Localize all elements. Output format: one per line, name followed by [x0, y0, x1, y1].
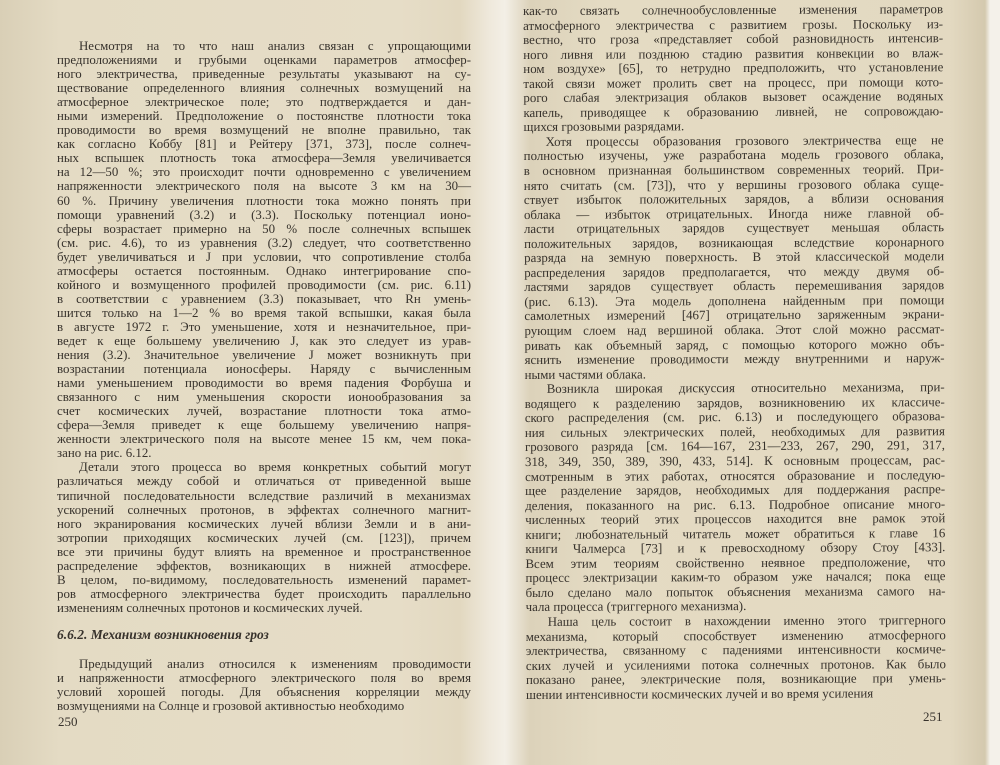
text-line: водящего к разделению зарядов, возникновению их классиче- [524, 394, 945, 411]
right-page-body [523, 2, 946, 702]
text-line: ществование определенного влияния солнечных возмущений на [57, 81, 471, 96]
text-line: вестно, что гроза «представляет собой разновидность интенсив- [523, 31, 944, 48]
text-line: ров атмосферного электричества будет происходить параллельно [57, 586, 471, 601]
text-line: распределения зарядов предполагается, что между двумя об- [524, 264, 945, 280]
paragraph [525, 380, 946, 615]
text-line: изменениям солнечных протонов и космических лучей. [57, 600, 363, 615]
text-line: Несмотря на то что наш анализ связан с упрощающими [79, 39, 471, 53]
text-line: нято считать (см. [73]), что у вершины грозового облака суще- [523, 176, 944, 193]
text-line: ными частями облака. [524, 367, 646, 382]
text-line: ными измерений. Предположение о постоянстве плотности тока [57, 109, 471, 124]
text-line: процесс электризации каким-то образом уже начался; пока еще [525, 569, 946, 586]
text-line: как-то связать солнечнообусловленные изменения параметров [523, 2, 944, 18]
text-line: Всем этим теориям свойственно неявное предположение, что [525, 554, 946, 571]
text-line: ния сильных электрических полей, необходимых для развития [524, 424, 945, 440]
text-line: ласти отрицательных зарядов существует меньшая область [523, 220, 945, 237]
paragraph [57, 460, 471, 615]
text-line: койного и возмущенного профилей проводимости (см. рис. 6.11) [57, 277, 471, 292]
text-line: на 12—50 %; это происходит почти одновременно с увеличением [57, 165, 471, 180]
text-line: щее разделение зарядов, необходимых для поддержания распре- [525, 482, 946, 499]
text-line: счет космических лучей, возрастание плотности тока атмо- [57, 404, 471, 419]
paragraph [524, 133, 945, 382]
text-line: зотропии приходящих космических лучей (см. [123]), причем [57, 530, 471, 545]
text-line: ном воздухе» [65], то нетрудно предположить, что установление [523, 60, 944, 77]
text-line: Наша цель состоит в нахождении именно этого триггерного [547, 613, 946, 629]
text-line: атмосферное электрическое поле; это подтверждается и дан- [57, 95, 471, 110]
paragraph [57, 657, 471, 713]
paragraph [57, 39, 471, 460]
text-line: численных теорий этих процессов находится вне рамок этой [525, 511, 946, 528]
text-line: (рис. 6.13). Эта модель дополнена найденным при помощи [524, 293, 945, 309]
text-line: шении интенсивности космических лучей и во время усиления [525, 686, 874, 702]
text-line: предположениями и грубыми оценками параметров атмосфер- [57, 53, 471, 68]
text-line: грозового разряда [см. 164—167, 231—233, 267, 290, 291, 317, [524, 438, 945, 455]
text-line: сферы возрастает примерно на 50 % после солнечных вспышек [57, 221, 471, 236]
text-line: шится только на 1—2 % во время такой вспышки, какая была [57, 305, 471, 320]
text-line: самолетных измерений [467] отрицательно заряженным экрани- [524, 307, 945, 324]
text-line: проводимости во время возмущений не вполне правильно, так [57, 123, 471, 138]
text-line: помощи уравнений (3.2) и (3.3). Поскольку потенциал ионо- [57, 207, 471, 222]
text-line: возмущениями на Солнце и грозовой активностью необходимо [57, 699, 405, 714]
text-line: и напряженности атмосферного электрического поля во время [57, 670, 471, 685]
text-line: облака — избыток отрицательных. Иногда ниже главной об- [523, 205, 944, 222]
text-line: ускорений солнечных протонов, в эффектах солнечного магнит- [57, 502, 471, 517]
section-heading: 6.6.2. Механизм возникновения гроз [57, 626, 269, 642]
text-line: было сделано мало попыток объяснения механизма самого на- [525, 584, 946, 600]
text-line: такой связи может пролить свет на процесс, при помощи кото- [523, 74, 944, 91]
text-line: нения (3.2). Значительное увеличение J может возникнуть при [57, 348, 471, 363]
text-line: яснить изменение проводимости между внутренними и наруж- [524, 351, 945, 368]
text-line: рого слабая электризация облаков вызовет осаждение водяных [523, 89, 944, 106]
text-line: ластями зарядов существует область перемешивания зарядов [524, 278, 945, 295]
text-line: ривать как объемный заряд, с помощью которого можно объ- [524, 336, 945, 353]
text-line: книги; любознательный читатель может обратиться к главе 16 [525, 525, 946, 542]
text-line: щихся грозовыми разрядами. [523, 119, 685, 135]
text-line: (см. рис. 4.6), то из уравнения (3.2) следует, что соответственно [57, 235, 471, 250]
text-line: будет увеличиваться и J при условии, что сопротивление столба [57, 249, 471, 264]
page-number-left: 250 [58, 714, 78, 729]
text-line: связанного с ним уменьшения скорости ионообразования за [57, 390, 471, 405]
text-line: женности электрического поля на высоте менее 15 км, чем пока- [57, 432, 471, 447]
text-line: Детали этого процесса во время конкретных событий могут [79, 460, 471, 475]
text-line: книги Чалмерса [73] и к превосходному обзору Стоу [433]. [525, 540, 946, 557]
text-line: нами уменьшением проводимости во время падения Форбуша и [57, 376, 471, 391]
text-line: положительных зарядов, возникающая вследствие коронарного [524, 234, 945, 251]
text-line: ного электричества, приведенные результаты указывают на су- [57, 67, 471, 82]
text-line: Возникла широкая дискуссия относительно механизма, при- [546, 380, 945, 397]
text-line: ных вспышек плотность тока атмосфера—Земля увеличивается [57, 151, 471, 166]
page-number-right: 251 [923, 709, 943, 724]
left-paragraphs-after-heading [57, 657, 471, 713]
text-line: 318, 349, 350, 389, 390, 433, 514]. К основным процессам, рас- [524, 453, 946, 469]
text-line: разряда на земную поверхность. В этой классической модели [524, 249, 945, 266]
text-line: деления, показанного на рис. 6.13. Подробное описание много- [525, 496, 946, 513]
text-line: в соответствии с уравнением (3.3) показывает, что Rн умень- [57, 291, 471, 306]
text-line: различаться между собой и отличаться от приведенной выше [57, 474, 471, 489]
text-line: распределение эффектов, возникающих в нижней атмосфере. [57, 558, 471, 573]
paragraph [526, 613, 946, 702]
text-line: в основном признанная большинством современных теорий. При- [523, 162, 944, 179]
text-line: показано ранее, электрические поля, возникающие при умень- [525, 671, 946, 688]
text-line: ного ливня или позднюю стадию развития конвекции во влаж- [523, 45, 944, 62]
text-line: ного экранирования космических лучей вблизи Земли и в ани- [57, 516, 471, 531]
text-line: напряженности электрического поля на высоте 3 км на 30— [57, 179, 471, 194]
text-line: ских лучей и усилениями потока солнечных протонов. Как было [525, 656, 946, 673]
text-line: смотренным в этих работах, относятся образование и последую- [525, 467, 946, 484]
text-line: Хотя процессы образования грозового электричества еще не [545, 133, 944, 149]
text-line: типичной последовательности вследствие различий в механизмах [57, 488, 471, 503]
text-line: зано на рис. 6.12. [57, 446, 152, 461]
text-line: Предыдущий анализ относился к изменениям проводимости [79, 656, 471, 671]
left-page-body [57, 39, 471, 713]
text-line: условий хорошей погоды. Для объяснения корреляции между [57, 685, 471, 700]
text-line: 60 %. Причину увеличения плотности тока можно понять при [57, 193, 471, 208]
text-line: возрастании потенциала ионосферы. Наряду с вычисленным [57, 362, 471, 377]
left-paragraphs-before-heading [57, 39, 471, 615]
text-line: чала процесса (триггерного механизма). [525, 599, 747, 615]
text-line: ского распределения (см. рис. 6.13) и последующего образова- [524, 409, 945, 426]
text-line: В целом, по-видимому, последовательность изменений парамет- [57, 572, 471, 587]
text-line: полностью изучены, уже разработана модель грозового облака, [523, 147, 944, 164]
text-line: электричества, связанному с падениями интенсивности космиче- [525, 642, 946, 659]
text-line: ведет к еще большему увеличению J, как это следует из урав- [57, 333, 471, 348]
text-line: как согласно Коббу [81] и Рейтеру [371, 373], после солнеч- [57, 137, 471, 152]
text-line: в августе 1972 г. Это уменьшение, хотя и незначительное, при- [57, 319, 471, 334]
paragraph [523, 2, 944, 135]
text-line: атмосферного электричества с развитием грозы. Поскольку из- [523, 16, 944, 33]
text-line: капель, приводящее к образованию ливней, не сопровождаю- [523, 103, 944, 120]
text-line: механизма, который способствует изменению атмосферного [525, 627, 946, 644]
text-line: атмосферы остается постоянным. Однако интегрирование спо- [57, 263, 471, 278]
text-line: все эти причины будут влиять на временное и пространственное [57, 544, 471, 559]
text-line: сфера—Земля приведет к еще большему увеличению напря- [57, 418, 471, 433]
text-line: рующим слоем над вершиной облака. Этот слой можно рассмат- [524, 322, 945, 339]
text-line: ствует избыток положительных зарядов, а вблизи основания [523, 191, 944, 208]
